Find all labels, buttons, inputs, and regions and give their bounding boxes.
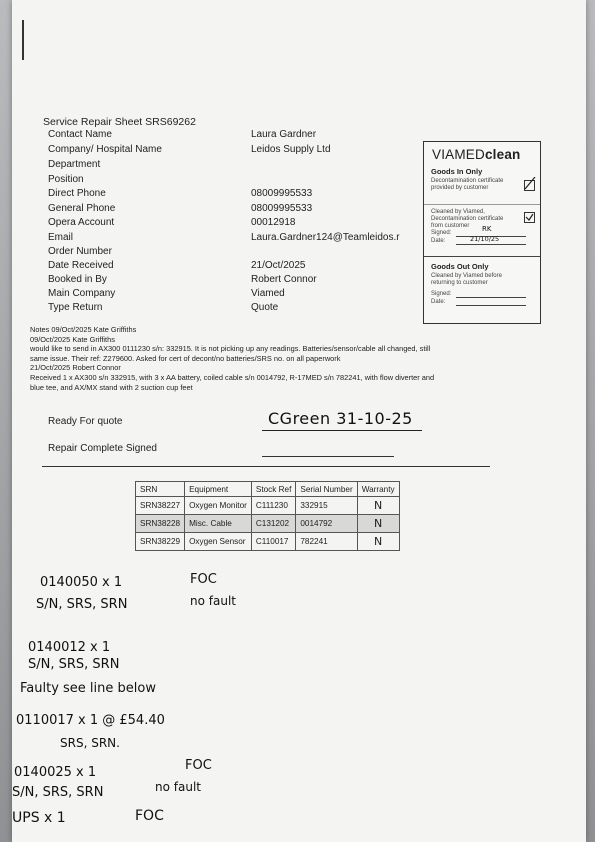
hw-line-6: 0110017 x 1 @ £54.40: [16, 713, 165, 728]
goods-out-text: Cleaned by Viamed before returning to customer: [431, 273, 502, 286]
field-label: Type Return: [48, 302, 103, 313]
field-label: Date Received: [48, 260, 114, 271]
table-header-cell: Stock Ref: [251, 482, 296, 497]
table-cell: C111230: [251, 497, 296, 515]
note-line: Notes 09/Oct/2025 Kate Griffiths: [30, 325, 137, 334]
field-label: Main Company: [48, 288, 116, 299]
decon-check-icon: [523, 177, 537, 191]
hw-tag-10: FOC: [135, 808, 164, 824]
table-cell: N: [357, 515, 399, 533]
hw-line-1: 0140050 x 1: [40, 575, 123, 590]
viamed-clean-stamp: [423, 141, 541, 324]
table-row: [136, 515, 400, 533]
repair-complete-label: Repair Complete Signed: [48, 443, 157, 454]
note-line: Received 1 x AX300 s/n 332915, with 3 x AA battery, coiled cable s/n 0014792, R-17MED s/n 782241, with flow diverter and: [30, 373, 435, 382]
decon-text: Decontamination certificate provided by customer: [431, 178, 504, 191]
hw-line-7: SRS, SRN.: [60, 736, 120, 750]
date-label-out: Date:: [431, 299, 446, 305]
field-value: Viamed: [251, 288, 285, 299]
hw-line-8: 0140025 x 1: [14, 765, 97, 780]
punch-mark: [22, 20, 24, 60]
table-header-cell: Warranty: [357, 482, 399, 497]
note-line: blue tee, and AX/MX stand with 2 suction cup feet: [30, 382, 193, 392]
ready-signature: CGreen 31-10-25: [268, 409, 413, 428]
table-cell: N: [357, 533, 399, 551]
field-label: Direct Phone: [48, 188, 106, 199]
hw-line-3: 0140012 x 1: [28, 640, 111, 655]
table-cell: 782241: [296, 533, 357, 551]
hw-tag-1: FOC: [190, 572, 217, 587]
field-label: Company/ Hospital Name: [48, 144, 162, 155]
signed-label: Signed:: [431, 230, 452, 236]
field-value: 08009995533: [251, 203, 313, 214]
table-header-cell: SRN: [136, 482, 185, 497]
date-written: 21/10/25: [470, 235, 500, 243]
decon-checkbox: [524, 180, 535, 191]
table-cell: N: [357, 497, 399, 515]
field-value: Quote: [251, 302, 279, 313]
table-cell: Oxygen Sensor: [185, 533, 252, 551]
table-cell: 332915: [296, 497, 357, 515]
field-value: 08009995533: [251, 188, 313, 199]
hw-tag-9: no fault: [155, 780, 201, 794]
hw-line-10: UPS x 1: [12, 810, 66, 826]
field-label: Opera Account: [48, 217, 115, 228]
hw-tag-8: FOC: [185, 758, 212, 773]
field-label: Order Number: [48, 246, 112, 257]
table-cell: C110017: [251, 533, 296, 551]
signed-label-out: Signed:: [431, 291, 452, 297]
table-body: [136, 497, 400, 551]
stamp-brand: VIAMEDclean: [432, 147, 521, 162]
table-cell: SRN38227: [136, 497, 185, 515]
cleaned-text: Cleaned by Viamed, Decontamination certificate from customer: [431, 209, 504, 229]
note-line: 09/Oct/2025 Kate Griffiths: [30, 334, 115, 344]
hw-tag-2: no fault: [190, 594, 236, 608]
cleaned-check-icon: [525, 213, 534, 222]
table-cell: SRN38229: [136, 533, 185, 551]
field-label: Booked in By: [48, 274, 107, 285]
table-cell: C131202: [251, 515, 296, 533]
hw-line-9: S/N, SRS, SRN: [12, 785, 104, 800]
field-label: Position: [48, 174, 84, 185]
table-header-cell: Equipment: [185, 482, 252, 497]
table-header-cell: Serial Number: [296, 482, 357, 497]
date-label: Date:: [431, 238, 446, 244]
field-label: Contact Name: [48, 129, 112, 140]
cleaned-checkbox: [524, 212, 535, 223]
ready-for-quote-label: Ready For quote: [48, 416, 123, 427]
note-line: same issue. Their ref: Z279600. Asked for cert of decont/no batteries/SRS no. on all paperwork: [30, 353, 341, 363]
table-header-row: [136, 482, 400, 497]
field-label: Department: [48, 159, 101, 170]
field-value: 00012918: [251, 217, 296, 228]
table-cell: Oxygen Monitor: [185, 497, 252, 515]
field-value: 21/Oct/2025: [251, 260, 306, 271]
field-value: Leidos Supply Ltd: [251, 144, 331, 155]
sheet-title: Service Repair Sheet SRS69262: [43, 116, 196, 128]
table-cell: Misc. Cable: [185, 515, 252, 533]
field-value: Robert Connor: [251, 274, 317, 285]
table-cell: 0014792: [296, 515, 357, 533]
hw-line-4: S/N, SRS, SRN: [28, 657, 120, 672]
goods-out-heading: Goods Out Only: [431, 262, 489, 271]
field-value: Laura Gardner: [251, 129, 317, 140]
field-value: Laura.Gardner124@Teamleidos.r: [251, 232, 400, 243]
goods-in-heading: Goods In Only: [431, 167, 483, 176]
table-row: [136, 497, 400, 515]
field-label: General Phone: [48, 203, 116, 214]
note-line: 21/Oct/2025 Robert Connor: [30, 363, 121, 373]
note-line: would like to send in AX300 0111230 s/n: 332915. It is not picking up any readings. Batteries/sensor/cable all changed, still: [30, 344, 431, 354]
hw-line-2: S/N, SRS, SRN: [36, 597, 128, 612]
field-label: Email: [48, 232, 74, 243]
equipment-table: [135, 481, 400, 551]
signed-initials: RK: [482, 225, 492, 233]
table-row: [136, 533, 400, 551]
table-cell: SRN38228: [136, 515, 185, 533]
hw-line-5: Faulty see line below: [20, 681, 156, 696]
